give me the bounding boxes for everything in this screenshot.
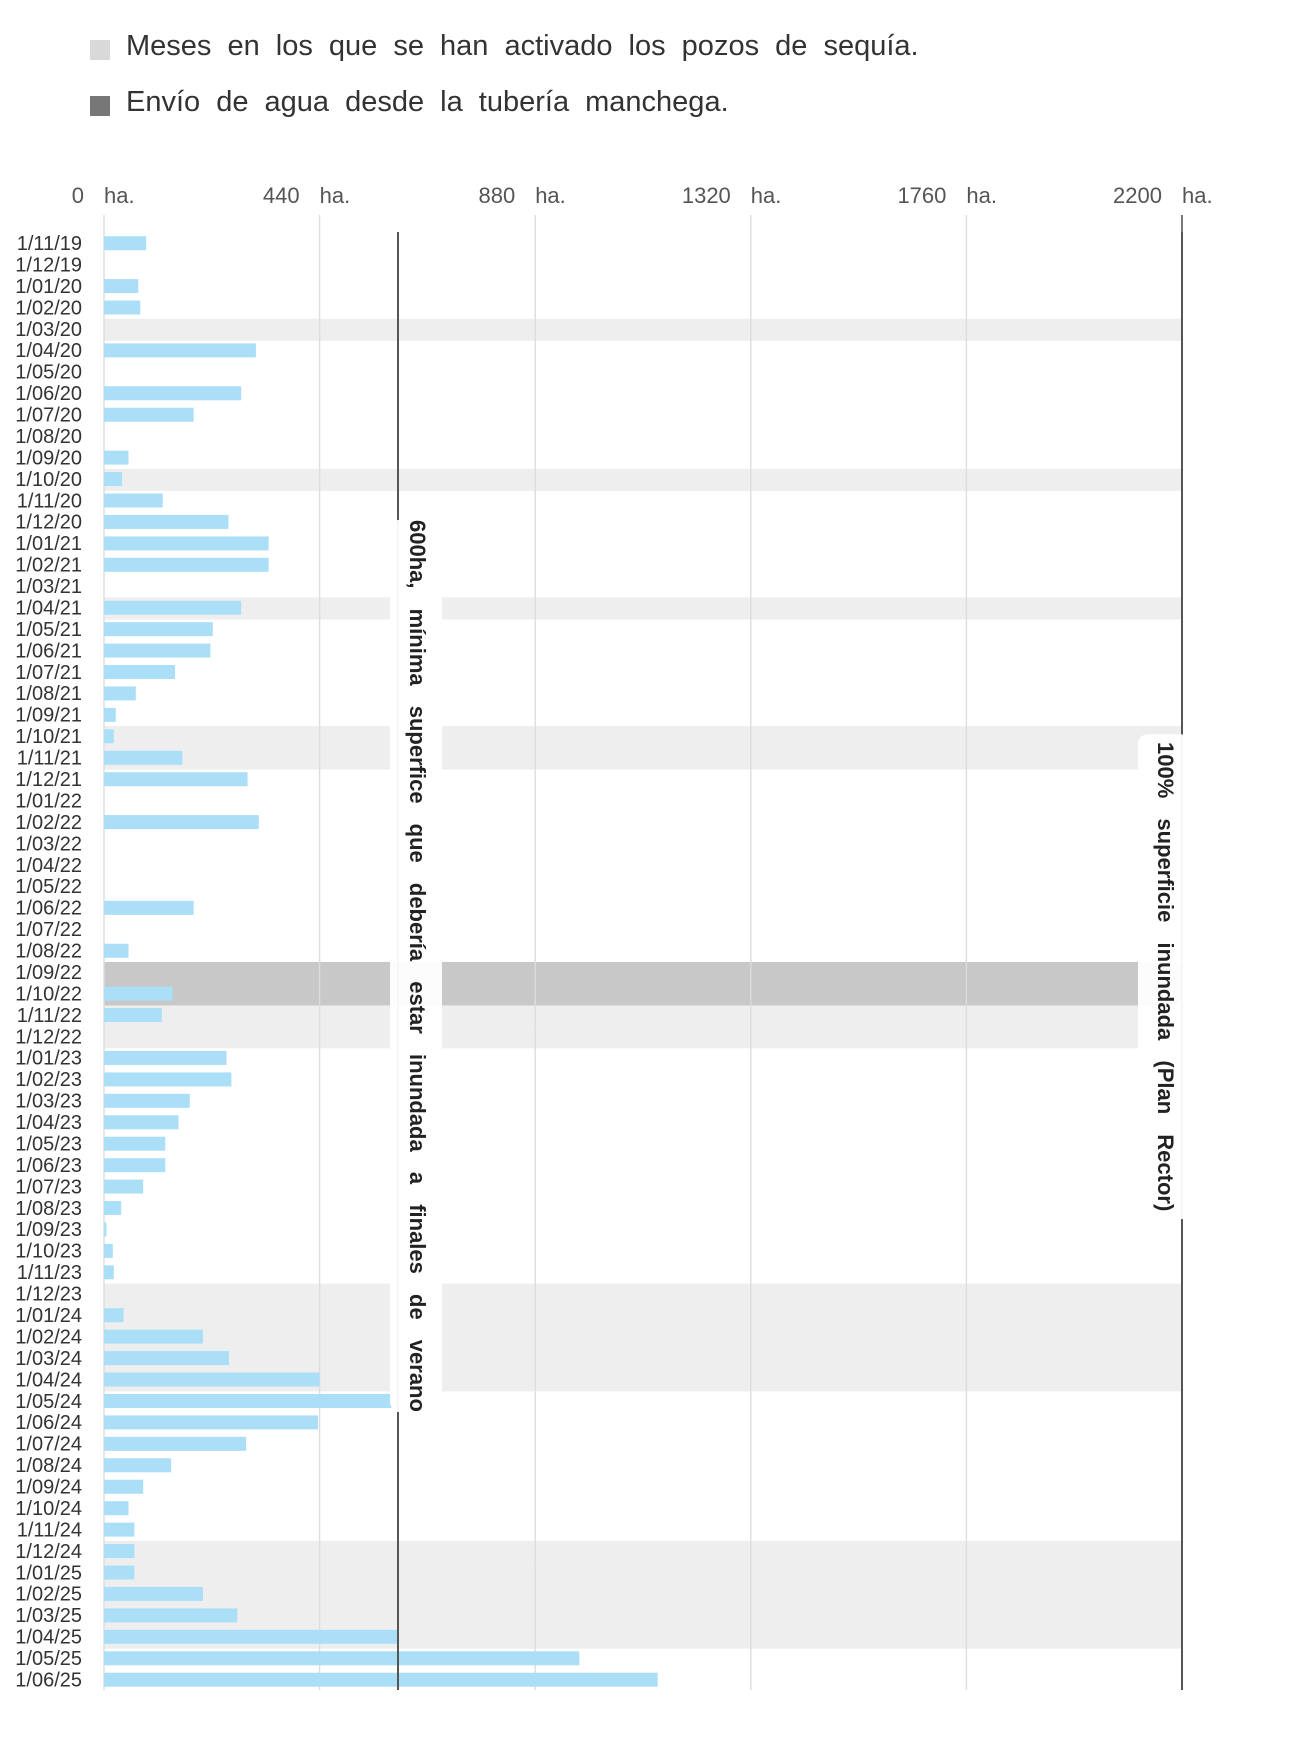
y-tick-label-1-03-21: 1/03/21 — [15, 576, 82, 599]
y-tick-label-1-09-22: 1/09/22 — [15, 961, 82, 984]
bar-1-10-21 — [104, 729, 114, 743]
bars — [104, 236, 658, 1686]
bar-1-10-23 — [104, 1244, 113, 1258]
bar-1-08-22 — [104, 944, 129, 958]
bar-1-05-23 — [104, 1137, 165, 1151]
bar-1-11-19 — [104, 236, 146, 250]
bar-1-08-24 — [104, 1458, 171, 1472]
axis-labels — [15, 183, 1212, 1691]
y-tick-label-1-11-21: 1/11/21 — [16, 747, 82, 770]
y-tick-label-1-05-24: 1/05/24 — [15, 1390, 82, 1413]
y-tick-label-1-06-20: 1/06/20 — [15, 383, 82, 406]
y-tick-label-1-02-23: 1/02/23 — [15, 1069, 82, 1092]
y-tick-label-1-09-20: 1/09/20 — [15, 447, 82, 470]
y-tick-label-1-03-24: 1/03/24 — [15, 1347, 82, 1370]
bar-1-02-20 — [104, 301, 140, 315]
y-tick-label-1-11-20: 1/11/20 — [16, 490, 82, 513]
pipeline-band-1-09-22 — [104, 962, 1182, 984]
y-tick-label-1-12-19: 1/12/19 — [15, 254, 82, 277]
y-tick-label-1-05-20: 1/05/20 — [15, 361, 82, 384]
bar-1-05-24 — [104, 1394, 392, 1408]
y-tick-label-1-08-21: 1/08/21 — [15, 683, 82, 706]
y-tick-label-1-01-25: 1/01/25 — [15, 1562, 82, 1585]
y-tick-label-1-10-22: 1/10/22 — [15, 983, 82, 1006]
bar-1-07-24 — [104, 1437, 246, 1451]
bar-1-05-25 — [104, 1651, 579, 1665]
reference-label-2200: 100% superficie inundada (Plan Rector) — [1153, 742, 1179, 1212]
x-tick-label-1320: 1320 — [681, 183, 731, 208]
bar-1-12-21 — [104, 772, 248, 786]
y-tick-label-1-06-25: 1/06/25 — [15, 1669, 82, 1692]
drought-band-1-02-24 — [104, 1326, 1182, 1348]
legend-label-pipeline: Envío de agua desde la tubería manchega. — [126, 86, 729, 118]
bar-1-09-20 — [104, 451, 129, 465]
y-tick-label-1-02-24: 1/02/24 — [15, 1326, 82, 1349]
bar-1-07-20 — [104, 408, 194, 422]
drought-band-1-12-24 — [104, 1541, 1182, 1563]
y-tick-label-1-02-22: 1/02/22 — [15, 811, 82, 834]
y-tick-label-1-04-25: 1/04/25 — [15, 1626, 82, 1649]
bar-1-01-24 — [104, 1308, 124, 1322]
y-tick-label-1-06-21: 1/06/21 — [15, 640, 82, 663]
bar-1-08-23 — [104, 1201, 121, 1215]
bar-1-11-20 — [104, 494, 163, 508]
y-tick-label-1-08-23: 1/08/23 — [15, 1197, 82, 1220]
y-tick-label-1-05-25: 1/05/25 — [15, 1648, 82, 1671]
bar-1-06-21 — [104, 644, 210, 658]
bar-1-07-23 — [104, 1180, 143, 1194]
drought-band-1-12-22 — [104, 1026, 1182, 1048]
y-tick-label-1-07-24: 1/07/24 — [15, 1433, 82, 1456]
bar-1-10-20 — [104, 472, 122, 486]
reference-label-600: 600ha, mínima superfice que debería estar inundada a finales de verano — [405, 519, 431, 1412]
grid-lines — [104, 215, 1182, 1690]
y-tick-label-1-08-24: 1/08/24 — [15, 1455, 82, 1478]
x-tick-label-0: 0 — [71, 183, 84, 208]
bar-1-04-24 — [104, 1373, 320, 1387]
drought-band-1-10-21 — [104, 726, 1182, 748]
drought-band-1-12-23 — [104, 1284, 1182, 1306]
bar-1-06-24 — [104, 1415, 318, 1429]
y-tick-label-1-01-23: 1/01/23 — [15, 1047, 82, 1070]
bar-1-12-24 — [104, 1544, 134, 1558]
bar-1-11-23 — [104, 1265, 114, 1279]
y-tick-label-1-03-25: 1/03/25 — [15, 1605, 82, 1628]
y-tick-label-1-12-20: 1/12/20 — [15, 511, 82, 534]
y-tick-label-1-06-24: 1/06/24 — [15, 1412, 82, 1435]
bar-1-10-24 — [104, 1501, 129, 1515]
y-tick-label-1-07-20: 1/07/20 — [15, 404, 82, 427]
x-tick-label-1760: 1760 — [897, 183, 947, 208]
y-tick-label-1-07-23: 1/07/23 — [15, 1176, 82, 1199]
y-tick-label-1-09-21: 1/09/21 — [15, 704, 82, 727]
y-tick-label-1-05-21: 1/05/21 — [15, 618, 82, 641]
bar-1-04-21 — [104, 601, 241, 615]
bar-1-02-24 — [104, 1330, 203, 1344]
bar-1-12-20 — [104, 515, 228, 529]
bar-1-06-22 — [104, 901, 194, 915]
y-tick-label-1-10-23: 1/10/23 — [15, 1240, 82, 1263]
y-tick-label-1-02-25: 1/02/25 — [15, 1583, 82, 1606]
y-tick-label-1-06-22: 1/06/22 — [15, 897, 82, 920]
y-tick-label-1-07-22: 1/07/22 — [15, 919, 82, 942]
y-tick-label-1-01-22: 1/01/22 — [15, 790, 82, 813]
y-tick-label-1-06-23: 1/06/23 — [15, 1154, 82, 1177]
x-unit-label-0: ha. — [104, 183, 135, 208]
bar-1-11-24 — [104, 1523, 134, 1537]
y-tick-label-1-04-21: 1/04/21 — [15, 597, 82, 620]
bar-1-06-20 — [104, 386, 241, 400]
reference-lines — [390, 232, 1190, 1690]
y-tick-label-1-10-20: 1/10/20 — [15, 468, 82, 491]
bar-1-04-23 — [104, 1115, 178, 1129]
drought-band-1-03-20 — [104, 319, 1182, 341]
x-unit-label-440: ha. — [319, 183, 351, 208]
y-tick-label-1-01-24: 1/01/24 — [15, 1305, 82, 1327]
y-tick-label-1-08-20: 1/08/20 — [15, 425, 82, 448]
y-tick-label-1-12-24: 1/12/24 — [15, 1540, 82, 1563]
bar-1-03-25 — [104, 1608, 237, 1622]
bar-1-06-23 — [104, 1158, 165, 1172]
y-tick-label-1-03-23: 1/03/23 — [15, 1090, 82, 1113]
y-tick-label-1-11-22: 1/11/22 — [16, 1004, 82, 1027]
y-tick-label-1-09-23: 1/09/23 — [15, 1219, 82, 1242]
bar-1-11-21 — [104, 751, 182, 765]
bar-1-01-23 — [104, 1051, 227, 1065]
x-unit-label-2200: ha. — [1182, 183, 1213, 208]
bar-1-02-25 — [104, 1587, 203, 1601]
drought-band-1-02-25 — [104, 1584, 1182, 1606]
y-tick-label-1-03-20: 1/03/20 — [15, 318, 82, 341]
y-tick-label-1-04-22: 1/04/22 — [15, 854, 82, 877]
bar-1-01-21 — [104, 536, 269, 550]
legend-label-drought-wells: Meses en los que se han activado los pozos de sequía. — [126, 30, 919, 62]
bar-1-05-21 — [104, 622, 213, 636]
bar-1-09-24 — [104, 1480, 143, 1494]
bar-1-09-21 — [104, 708, 116, 722]
x-unit-label-880: ha. — [535, 183, 566, 208]
drought-band-1-01-25 — [104, 1562, 1182, 1584]
y-tick-label-1-11-24: 1/11/24 — [16, 1519, 82, 1542]
y-tick-label-1-07-21: 1/07/21 — [15, 661, 82, 684]
drought-band-1-03-25 — [104, 1605, 1182, 1627]
x-unit-label-1760: ha. — [966, 183, 997, 208]
y-tick-label-1-09-24: 1/09/24 — [15, 1476, 82, 1499]
drought-band-1-04-21 — [104, 597, 1182, 619]
bar-1-03-23 — [104, 1094, 190, 1108]
y-tick-label-1-04-23: 1/04/23 — [15, 1112, 82, 1135]
bar-1-08-21 — [104, 686, 136, 700]
pipeline-band-1-10-22 — [104, 983, 1182, 1005]
bar-1-04-20 — [104, 343, 256, 357]
bar-1-02-21 — [104, 558, 269, 572]
y-tick-label-1-01-20: 1/01/20 — [15, 275, 82, 298]
x-tick-label-440: 440 — [262, 183, 300, 208]
y-tick-label-1-04-20: 1/04/20 — [15, 340, 82, 363]
x-tick-label-2200: 2200 — [1113, 183, 1162, 208]
x-unit-label-1320: ha. — [750, 183, 782, 208]
bar-1-02-23 — [104, 1072, 231, 1086]
y-tick-label-1-08-22: 1/08/22 — [15, 940, 82, 963]
y-tick-label-1-03-22: 1/03/22 — [15, 833, 82, 856]
drought-band-1-11-22 — [104, 1005, 1182, 1027]
drought-band-1-10-20 — [104, 469, 1182, 491]
bar-1-04-25 — [104, 1630, 398, 1644]
y-tick-label-1-01-21: 1/01/21 — [15, 533, 82, 556]
drought-band-1-01-24 — [104, 1305, 1182, 1327]
y-tick-label-1-10-24: 1/10/24 — [15, 1497, 82, 1520]
bar-1-03-24 — [104, 1351, 229, 1365]
drought-band-1-03-24 — [104, 1348, 1182, 1370]
bar-1-10-22 — [104, 987, 173, 1001]
bar-1-07-21 — [104, 665, 175, 679]
bar-1-02-22 — [104, 815, 259, 829]
bar-1-01-25 — [104, 1566, 134, 1580]
y-tick-label-1-04-24: 1/04/24 — [15, 1369, 82, 1392]
x-tick-label-880: 880 — [478, 183, 516, 208]
y-tick-label-1-11-23: 1/11/23 — [16, 1262, 82, 1285]
background-bands — [104, 319, 1182, 1649]
bar-1-01-20 — [104, 279, 138, 293]
y-tick-label-1-02-21: 1/02/21 — [15, 554, 82, 577]
drought-band-1-11-21 — [104, 748, 1182, 770]
y-tick-label-1-05-23: 1/05/23 — [15, 1133, 82, 1156]
y-tick-label-1-10-21: 1/10/21 — [15, 726, 82, 749]
y-tick-label-1-12-21: 1/12/21 — [15, 769, 82, 791]
bar-1-09-23 — [104, 1222, 106, 1236]
bar-1-11-22 — [104, 1008, 162, 1022]
y-tick-label-1-12-22: 1/12/22 — [15, 1026, 82, 1049]
y-tick-label-1-12-23: 1/12/23 — [15, 1283, 82, 1306]
bar-1-06-25 — [104, 1673, 658, 1687]
y-tick-label-1-02-20: 1/02/20 — [15, 297, 82, 320]
y-tick-label-1-11-19: 1/11/19 — [16, 233, 82, 255]
y-tick-label-1-05-22: 1/05/22 — [15, 876, 82, 899]
